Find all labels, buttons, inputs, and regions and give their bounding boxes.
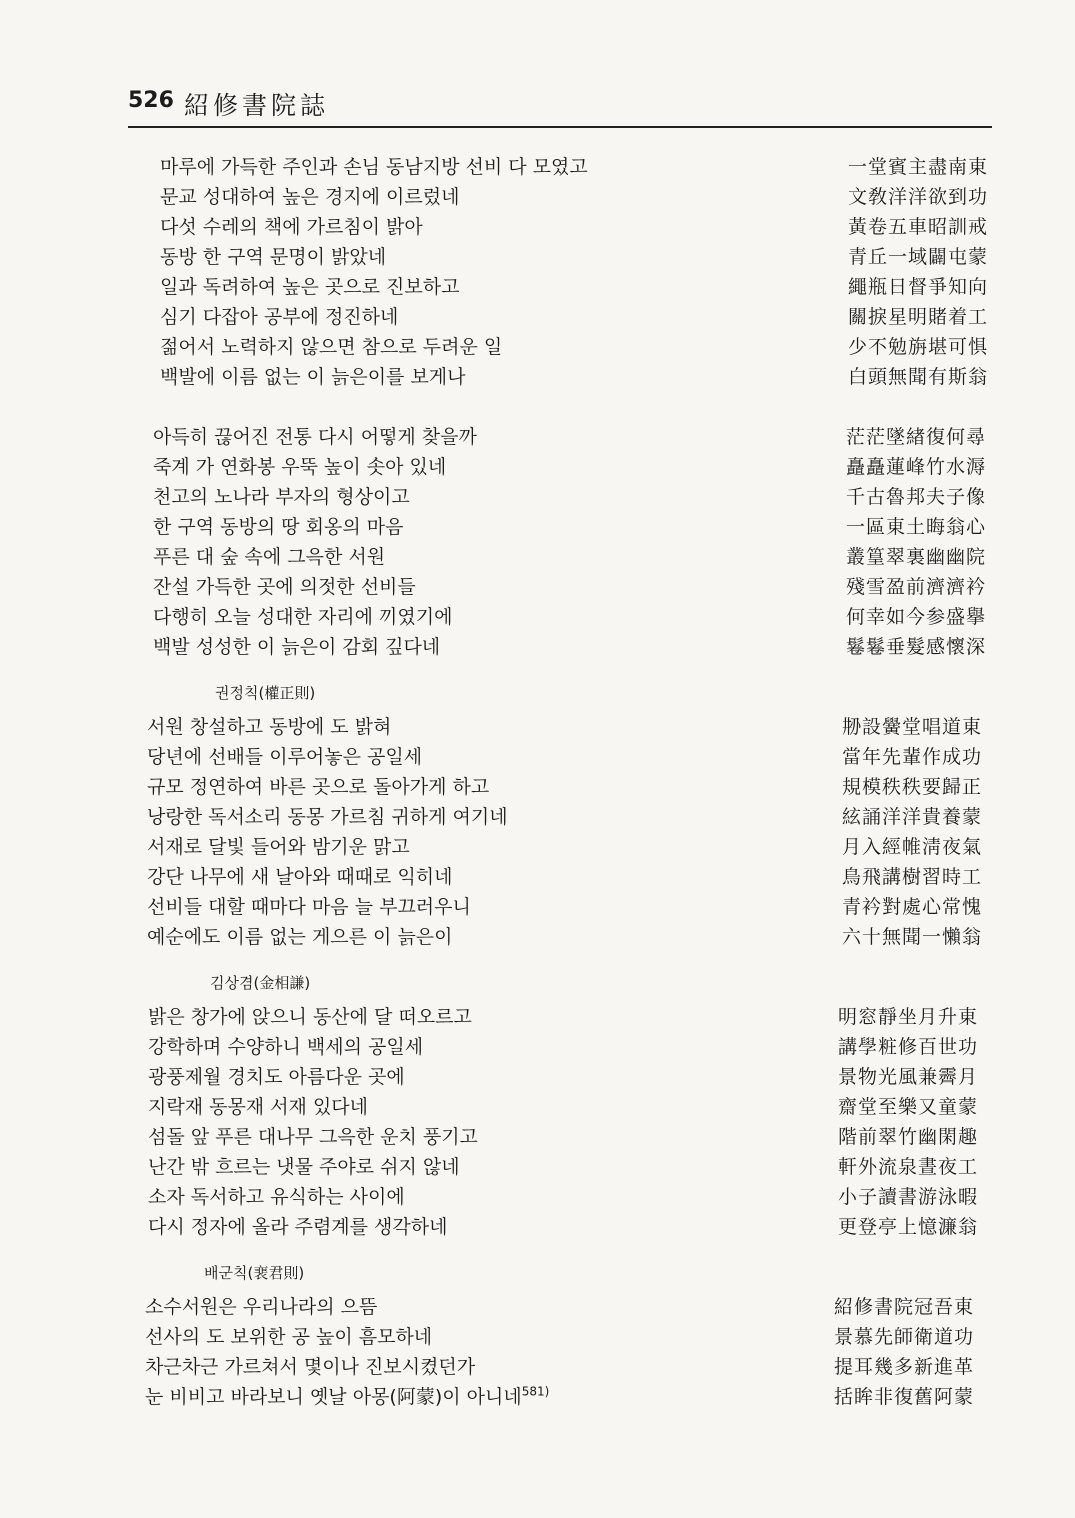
poem-line <box>0 152 1075 182</box>
poem-author: 김상겸(金相謙) <box>210 974 311 992</box>
korean-text: 백발 성성한 이 늙은이 감회 깊다네 <box>153 636 441 658</box>
korean-text: 동방 한 구역 문명이 밝았네 <box>160 246 387 268</box>
korean-translation <box>148 1182 405 1209</box>
korean-translation <box>147 742 422 769</box>
korean-text: 서재로 달빛 들어와 밤기운 맑고 <box>147 836 410 858</box>
hanja-original: 小子讀書游泳暇 <box>838 1186 979 1208</box>
poem-line <box>0 712 1075 742</box>
korean-translation <box>153 482 410 509</box>
korean-translation <box>160 362 466 389</box>
korean-translation <box>147 922 453 949</box>
korean-text: 강학하며 수양하니 백세의 공일세 <box>148 1036 424 1058</box>
poem-line <box>0 332 1075 362</box>
poem-line <box>0 302 1075 332</box>
header-rule <box>128 126 992 128</box>
poem-line <box>0 632 1075 662</box>
korean-translation <box>148 1002 472 1029</box>
korean-translation <box>148 1212 447 1239</box>
korean-text: 아득히 끊어진 전통 다시 어떻게 찾을까 <box>153 426 477 448</box>
korean-text: 문교 성대하여 높은 경지에 이르렀네 <box>160 186 460 208</box>
hanja-original: 紹修書院冠吾東 <box>834 1296 975 1318</box>
poem-line <box>0 1092 1075 1122</box>
poem-line <box>0 1292 1075 1322</box>
korean-translation <box>160 242 386 269</box>
hanja-original: 千古魯邦夫子像 <box>846 486 987 508</box>
korean-translation <box>148 1062 405 1089</box>
poem-line <box>0 512 1075 542</box>
korean-text: 선비들 대할 때마다 마음 늘 부끄러우니 <box>147 896 471 918</box>
korean-translation <box>153 422 477 449</box>
korean-text: 다행히 오늘 성대한 자리에 끼였기에 <box>153 606 453 628</box>
hanja-original: 絃誦洋洋貴養蒙 <box>842 806 983 828</box>
korean-text: 소수서원은 우리나라의 으뜸 <box>145 1296 378 1318</box>
poem-line <box>0 482 1075 512</box>
korean-text: 다시 정자에 올라 주렴계를 생각하네 <box>148 1216 448 1238</box>
korean-translation <box>160 182 459 209</box>
hanja-original: 青丘一域闢屯蒙 <box>848 246 989 268</box>
poem-line <box>0 602 1075 632</box>
korean-translation <box>148 1122 478 1149</box>
poem-line <box>0 802 1075 832</box>
korean-translation <box>147 802 508 829</box>
hanja-original: 軒外流泉晝夜工 <box>838 1156 979 1178</box>
korean-text: 낭랑한 독서소리 동몽 가르침 귀하게 여기네 <box>147 806 508 828</box>
hanja-original: 講學粧修百世功 <box>838 1036 979 1058</box>
poem-line <box>0 862 1075 892</box>
korean-text: 난간 밖 흐르는 냇물 주야로 쉬지 않네 <box>148 1156 460 1178</box>
korean-translation <box>160 152 588 179</box>
korean-text: 한 구역 동방의 땅 회옹의 마음 <box>153 516 404 538</box>
hanja-original: 茫茫墜緖復何尋 <box>846 426 987 448</box>
korean-translation <box>160 272 459 299</box>
korean-translation <box>147 862 453 889</box>
korean-translation <box>160 212 423 239</box>
korean-text: 서원 창설하고 동방에 도 밝혀 <box>147 716 392 738</box>
hanja-original: 提耳幾多新進革 <box>834 1356 975 1378</box>
hanja-original: 規模秩秩要歸正 <box>842 776 983 798</box>
poem-line <box>0 1182 1075 1212</box>
poem-line <box>0 422 1075 452</box>
hanja-original: 景慕先師衛道功 <box>834 1326 975 1348</box>
hanja-original: 六十無聞一懶翁 <box>842 926 983 948</box>
poem-line <box>0 1032 1075 1062</box>
poem-line <box>0 212 1075 242</box>
korean-translation <box>153 542 385 569</box>
poem-line <box>0 362 1075 392</box>
book-title: 紹修書院誌 <box>184 91 330 120</box>
hanja-original: 文敎洋洋欲到功 <box>848 186 989 208</box>
hanja-original: 鬈鬈垂髮感懷深 <box>846 636 987 658</box>
hanja-original: 殘雪盈前濟濟衿 <box>846 576 987 598</box>
korean-translation <box>153 572 416 599</box>
poem-author: 권정칙(權正則) <box>215 684 316 702</box>
korean-text: 푸른 대 숲 속에 그윽한 서원 <box>153 546 386 568</box>
poem-author: 배군칙(裵君則) <box>204 1264 305 1282</box>
korean-translation <box>160 332 502 359</box>
hanja-original: 黃卷五車昭訓戒 <box>848 216 989 238</box>
korean-translation <box>145 1292 377 1319</box>
korean-translation <box>148 1092 368 1119</box>
korean-text: 광풍제월 경치도 아름다운 곳에 <box>148 1066 405 1088</box>
poem-line <box>0 1352 1075 1382</box>
korean-translation <box>153 452 446 479</box>
footnote-marker: 581) <box>521 1384 550 1399</box>
hanja-original: 一堂賓主盡南東 <box>848 156 989 178</box>
hanja-original: 少不勉旃堪可惧 <box>848 336 989 358</box>
poem-line <box>0 182 1075 212</box>
korean-translation <box>147 712 391 739</box>
korean-text: 마루에 가득한 주인과 손님 동남지방 선비 다 모였고 <box>160 156 588 178</box>
hanja-original: 白頭無聞有斯翁 <box>848 366 989 388</box>
korean-translation <box>153 602 452 629</box>
poem-line <box>0 742 1075 772</box>
korean-translation <box>160 302 398 329</box>
korean-translation <box>147 832 410 859</box>
hanja-original: 景物光風兼霽月 <box>838 1066 979 1088</box>
korean-text: 선사의 도 보위한 공 높이 흠모하네 <box>145 1326 433 1348</box>
hanja-original: 關捩星明賭着工 <box>848 306 989 328</box>
hanja-original: 階前翠竹幽閑趣 <box>838 1126 979 1148</box>
korean-text: 일과 독려하여 높은 곳으로 진보하고 <box>160 276 460 298</box>
poem-line <box>0 452 1075 482</box>
poem-line <box>0 1002 1075 1032</box>
korean-text: 젊어서 노력하지 않으면 참으로 두려운 일 <box>160 336 503 358</box>
hanja-original: 繩瓶日督爭知向 <box>848 276 989 298</box>
poem-line <box>0 1382 1075 1412</box>
korean-text: 다섯 수레의 책에 가르침이 밝아 <box>160 216 423 238</box>
poem-line <box>0 242 1075 272</box>
korean-text: 눈 비비고 바라보니 옛날 아몽(阿蒙)이 아니네 <box>145 1386 522 1408</box>
korean-text: 심기 다잡아 공부에 정진하네 <box>160 306 399 328</box>
korean-translation <box>145 1352 475 1379</box>
hanja-original: 叢篁翠裏幽幽院 <box>846 546 987 568</box>
korean-text: 소자 독서하고 유식하는 사이에 <box>148 1186 405 1208</box>
hanja-original: 刱設黌堂唱道東 <box>842 716 983 738</box>
korean-text: 잔설 가득한 곳에 의젓한 선비들 <box>153 576 416 598</box>
hanja-original: 青衿對處心常愧 <box>842 896 983 918</box>
korean-text: 섬돌 앞 푸른 대나무 그윽한 운치 풍기고 <box>148 1126 478 1148</box>
korean-text: 천고의 노나라 부자의 형상이고 <box>153 486 410 508</box>
poem-line <box>0 772 1075 802</box>
hanja-original: 一區東土晦翁心 <box>846 516 987 538</box>
poem-line <box>0 1152 1075 1182</box>
korean-text: 당년에 선배들 이루어놓은 공일세 <box>147 746 423 768</box>
korean-translation <box>145 1382 549 1409</box>
page-number: 526 <box>128 88 174 113</box>
poem-line <box>0 1212 1075 1242</box>
hanja-original: 何幸如今参盛擧 <box>846 606 987 628</box>
poem-line <box>0 542 1075 572</box>
korean-translation <box>147 892 471 919</box>
korean-translation <box>147 772 489 799</box>
poem-line <box>0 572 1075 602</box>
korean-text: 백발에 이름 없는 이 늙은이를 보게나 <box>160 366 466 388</box>
korean-text: 밝은 창가에 앉으니 동산에 달 떠오르고 <box>148 1006 472 1028</box>
korean-translation <box>148 1152 460 1179</box>
hanja-original: 更登亭上憶濂翁 <box>838 1216 979 1238</box>
hanja-original: 鳥飛講樹習時工 <box>842 866 983 888</box>
korean-text: 강단 나무에 새 날아와 때때로 익히네 <box>147 866 453 888</box>
poem-line <box>0 1322 1075 1352</box>
poem-line <box>0 1062 1075 1092</box>
poem-line <box>0 922 1075 952</box>
korean-text: 죽계 가 연화봉 우뚝 높이 솟아 있네 <box>153 456 447 478</box>
hanja-original: 矗矗蓮峰竹水溽 <box>846 456 987 478</box>
hanja-original: 當年先輩作成功 <box>842 746 983 768</box>
hanja-original: 齋堂至樂又童蒙 <box>838 1096 979 1118</box>
poem-line <box>0 892 1075 922</box>
korean-translation <box>148 1032 423 1059</box>
korean-translation <box>153 632 440 659</box>
korean-text: 규모 정연하여 바른 곳으로 돌아가게 하고 <box>147 776 490 798</box>
hanja-original: 月入經帷淸夜氣 <box>842 836 983 858</box>
hanja-original: 括眸非復舊阿蒙 <box>834 1386 975 1408</box>
korean-text: 차근차근 가르쳐서 몇이나 진보시켰던가 <box>145 1356 476 1378</box>
korean-translation <box>153 512 403 539</box>
korean-text: 예순에도 이름 없는 게으른 이 늙은이 <box>147 926 453 948</box>
hanja-original: 明窓靜坐月升東 <box>838 1006 979 1028</box>
korean-text: 지락재 동몽재 서재 있다네 <box>148 1096 369 1118</box>
korean-translation <box>145 1322 432 1349</box>
poem-line <box>0 1122 1075 1152</box>
poem-line <box>0 272 1075 302</box>
page-header <box>128 88 992 128</box>
poem-line <box>0 832 1075 862</box>
